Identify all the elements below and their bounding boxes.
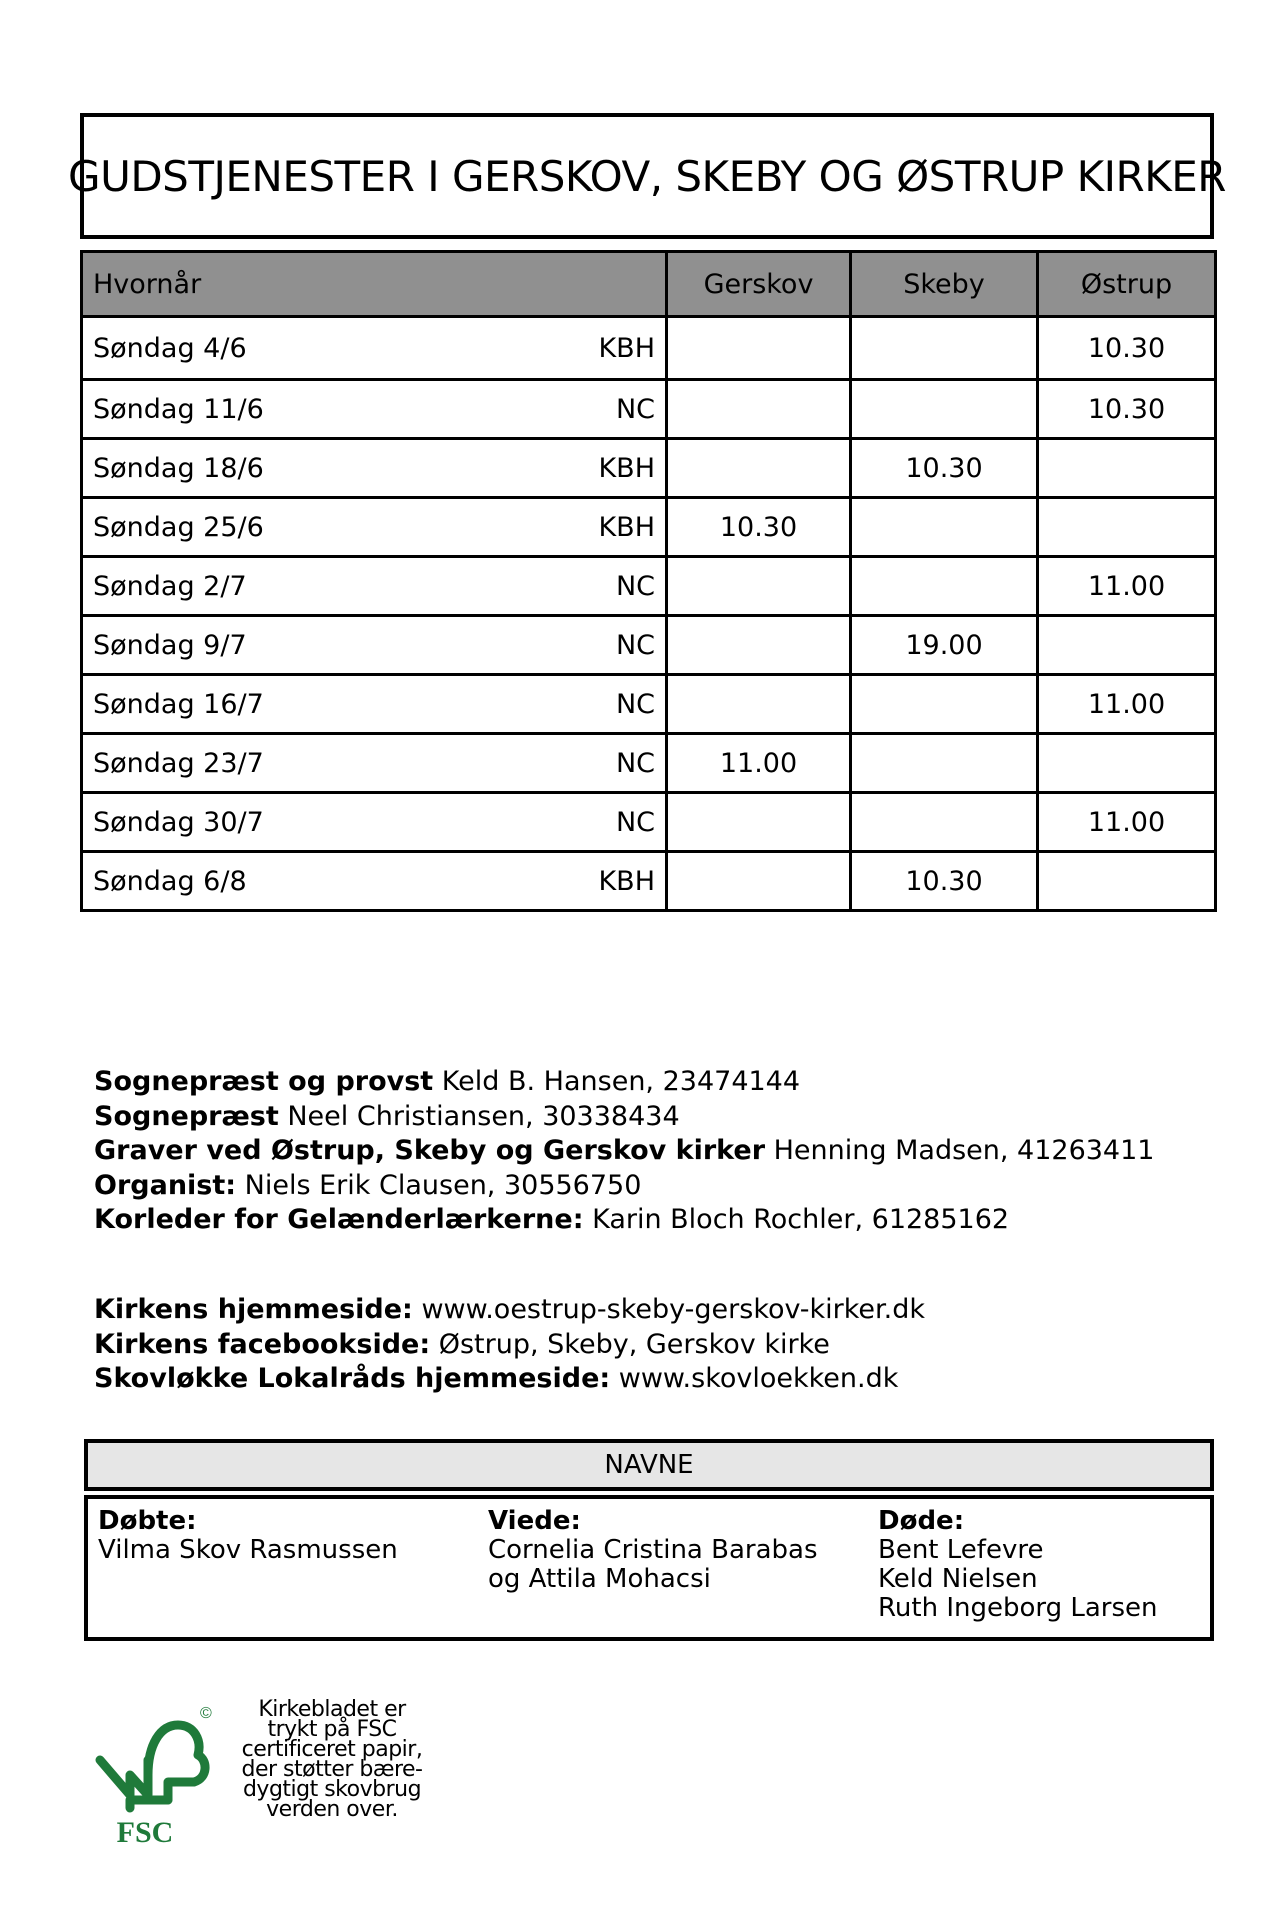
time-skeby: 19.00 (851, 616, 1038, 675)
service-date: Søndag 4/6 (93, 332, 247, 364)
names-heading: NAVNE (84, 1439, 1214, 1491)
fsc-note-line: verden over. (266, 1797, 398, 1822)
fsc-logo (90, 1700, 220, 1852)
priest-initials: NC (615, 393, 655, 425)
name-line: Keld Nielsen (878, 1564, 1038, 1594)
time-ostrup: 10.30 (1038, 380, 1216, 439)
fsc-note-line: der støtter bære- (241, 1757, 423, 1782)
contact-line (94, 1134, 1154, 1169)
fsc-logo-text: FSC (116, 1816, 174, 1849)
names-col-heading: Døde: (878, 1506, 965, 1536)
contact-line-value: Karin Bloch Rochler, 61285162 (583, 1204, 1010, 1235)
link-line-value: Østrup, Skeby, Gerskov kirke (430, 1328, 830, 1360)
priest-initials: NC (615, 570, 655, 602)
table-row (82, 793, 1216, 852)
link-line (94, 1293, 925, 1328)
names-col-heading: Døbte: (98, 1506, 197, 1536)
header-skeby: Skeby (851, 252, 1038, 317)
fsc-note-line: Kirkebladet er (258, 1697, 406, 1722)
name-line: og Attila Mohacsi (488, 1564, 711, 1594)
time-ostrup (1038, 616, 1216, 675)
time-ostrup (1038, 734, 1216, 793)
contact-line-value: Henning Madsen, 41263411 (765, 1135, 1155, 1166)
contact-line-label: Graver ved Østrup, Skeby og Gerskov kirker (94, 1135, 766, 1166)
time-skeby: 10.30 (851, 852, 1038, 911)
names-box (84, 1495, 1214, 1641)
link-line-label: Kirkens hjemmeside: (94, 1294, 413, 1325)
priest-initials: KBH (598, 511, 655, 543)
when-cell (82, 852, 667, 911)
time-gerskov (667, 852, 851, 911)
priest-initials: NC (615, 747, 655, 779)
time-gerskov (667, 317, 851, 380)
schedule-table (80, 250, 1217, 912)
contact-line (94, 1065, 1154, 1100)
contact-line-value: Niels Erik Clausen, 30556750 (236, 1169, 642, 1201)
when-cell (82, 498, 667, 557)
priest-initials: NC (615, 629, 655, 661)
time-skeby (851, 317, 1038, 380)
link-line-label: Skovløkke Lokalråds hjemmeside: (94, 1363, 611, 1394)
link-line (94, 1328, 925, 1363)
table-row (82, 380, 1216, 439)
fsc-note-line: dygtigt skovbrug (242, 1777, 422, 1802)
link-line-value: www.oestrup-skeby-gerskov-kirker.dk (412, 1294, 926, 1325)
service-date: Søndag 23/7 (93, 747, 264, 779)
table-row (82, 557, 1216, 616)
time-skeby (851, 498, 1038, 557)
contact-line-value: Keld B. Hansen, 23474144 (433, 1066, 801, 1097)
copyright-mark: © (200, 1705, 212, 1722)
link-line-value: www.skovloekken.dk (610, 1363, 899, 1394)
service-date: Søndag 6/8 (93, 865, 247, 897)
service-date: Søndag 2/7 (93, 570, 247, 602)
when-cell (82, 734, 667, 793)
priest-initials: NC (615, 806, 655, 838)
table-row (82, 852, 1216, 911)
when-cell (82, 317, 667, 380)
time-ostrup (1038, 498, 1216, 557)
contact-line-label: Organist: (94, 1169, 237, 1201)
priest-initials: KBH (598, 865, 655, 897)
service-date: Søndag 16/7 (93, 688, 264, 720)
time-gerskov (667, 380, 851, 439)
table-row (82, 498, 1216, 557)
when-cell (82, 675, 667, 734)
header-when: Hvornår (82, 252, 667, 317)
when-cell (82, 793, 667, 852)
contact-line-value: Neel Christiansen, 30338434 (278, 1100, 680, 1132)
time-gerskov (667, 439, 851, 498)
when-cell (82, 380, 667, 439)
service-date: Søndag 25/6 (93, 511, 264, 543)
time-skeby (851, 793, 1038, 852)
fsc-note-line: certificeret papir, (241, 1737, 423, 1762)
name-line: Bent Lefevre (878, 1535, 1044, 1565)
contact-line-label: Sognepræst og provst (94, 1066, 434, 1097)
fsc-note (232, 1697, 432, 1822)
header-gerskov: Gerskov (667, 252, 851, 317)
time-skeby (851, 734, 1038, 793)
table-row (82, 675, 1216, 734)
names-col-married (488, 1507, 818, 1594)
fsc-tree-icon (100, 1725, 205, 1808)
header-ostrup: Østrup (1038, 252, 1216, 317)
when-cell (82, 439, 667, 498)
time-gerskov (667, 675, 851, 734)
service-date: Søndag 30/7 (93, 806, 264, 838)
priest-initials: KBH (598, 332, 655, 364)
name-line: Ruth Ingeborg Larsen (878, 1593, 1158, 1623)
table-header-row (82, 252, 1216, 317)
time-gerskov: 10.30 (667, 498, 851, 557)
name-line: Cornelia Cristina Barabas (488, 1535, 818, 1565)
names-col-heading: Viede: (488, 1506, 581, 1536)
time-gerskov (667, 616, 851, 675)
names-col-baptized (98, 1507, 398, 1565)
time-ostrup: 11.00 (1038, 793, 1216, 852)
contact-line-label: Sognepræst (94, 1100, 279, 1132)
when-cell (82, 616, 667, 675)
table-row (82, 317, 1216, 380)
name-line: Vilma Skov Rasmussen (98, 1535, 398, 1565)
time-skeby (851, 675, 1038, 734)
link-line-label: Kirkens facebookside: (94, 1328, 431, 1360)
fsc-note-line: trykt på FSC (267, 1717, 397, 1742)
priest-initials: NC (615, 688, 655, 720)
time-gerskov: 11.00 (667, 734, 851, 793)
time-ostrup (1038, 852, 1216, 911)
when-cell (82, 557, 667, 616)
time-gerskov (667, 557, 851, 616)
contact-line (94, 1169, 1154, 1204)
links (94, 1293, 925, 1397)
time-ostrup (1038, 439, 1216, 498)
names-col-deceased (878, 1507, 1158, 1623)
table-row (82, 439, 1216, 498)
contact-line (94, 1203, 1154, 1238)
link-line (94, 1362, 925, 1397)
time-ostrup: 11.00 (1038, 557, 1216, 616)
time-skeby (851, 557, 1038, 616)
time-skeby (851, 380, 1038, 439)
table-row (82, 734, 1216, 793)
priest-initials: KBH (598, 452, 655, 484)
page-title: GUDSTJENESTER I GERSKOV, SKEBY OG ØSTRUP KIRKER (68, 151, 1226, 201)
service-date: Søndag 18/6 (93, 452, 264, 484)
time-skeby: 10.30 (851, 439, 1038, 498)
time-gerskov (667, 793, 851, 852)
time-ostrup: 10.30 (1038, 317, 1216, 380)
time-ostrup: 11.00 (1038, 675, 1216, 734)
title-box (68, 113, 1226, 239)
service-date: Søndag 11/6 (93, 393, 264, 425)
table-row (82, 616, 1216, 675)
contact-line (94, 1100, 1154, 1135)
service-date: Søndag 9/7 (93, 629, 247, 661)
contact-line-label: Korleder for Gelænderlærkerne: (94, 1204, 584, 1235)
contacts (94, 1065, 1154, 1238)
